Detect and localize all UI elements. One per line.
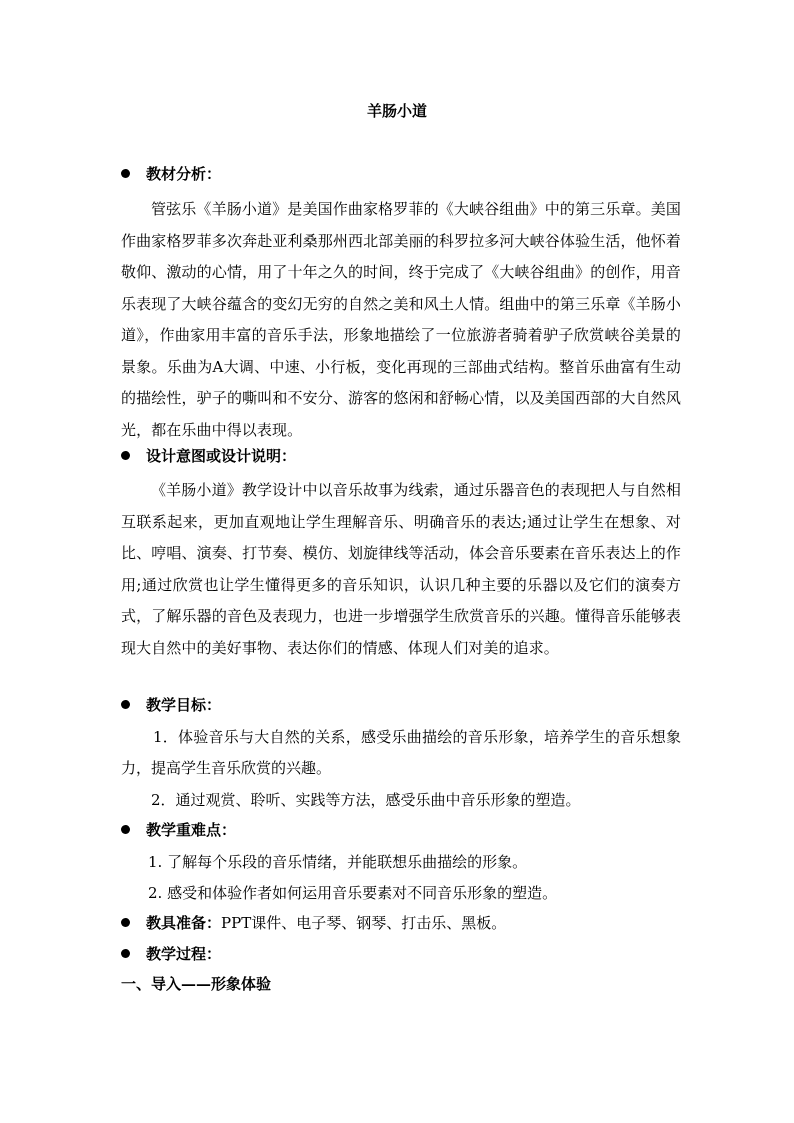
bullet-icon <box>121 700 130 709</box>
bullet-icon <box>121 825 130 834</box>
heading-process <box>121 942 221 966</box>
bullet-icon <box>121 918 130 927</box>
heading-goals <box>121 693 221 717</box>
document-title: 羊肠小道 <box>366 102 427 120</box>
bullet-icon <box>121 169 130 178</box>
keypoint-item-2: 2. 感受和体验作者如何运用音乐要素对不同音乐形象的塑造。 <box>148 884 558 902</box>
section-intro-heading: 一、导入——形象体验 <box>121 975 272 993</box>
heading-design <box>121 444 296 468</box>
bullet-icon <box>121 949 130 958</box>
heading-process-text: 教学过程： <box>146 945 222 963</box>
tools-text: PPT课件、电子琴、钢琴、打击乐、黑板。 <box>221 914 507 932</box>
design-paragraph: 《羊肠小道》教学设计中以音乐故事为线索，通过乐器音色的表现把人与自然相互联系起来，更加直观地让学生理解音乐、明确音乐的表达;通过让学生在想象、对比、哼唱、演奏、打节奏、模仿、划旋律线等活动，体会音乐要素在音乐表达上的作用;通过欣赏也让学生懂得更多的音乐知识，认识几种主要的乐器以及它们的演奏方式，了解乐器的音色及表现力，也进一步增强学生欣赏音乐的兴趣。懂得音乐能够表现大自然中的美好事物、表达你们的情感、体现人们对美的追求。 <box>121 481 681 657</box>
heading-tools-text: 教具准备： <box>146 914 222 932</box>
heading-analysis <box>121 162 221 186</box>
heading-keypoints-text: 教学重难点： <box>146 821 237 839</box>
heading-analysis-text: 教材分析： <box>146 165 222 183</box>
goal-item-1: 1．体验音乐与大自然的关系，感受乐曲描绘的音乐形象，培养学生的音乐想象力，提高学生音乐欣赏的兴趣。 <box>121 728 681 777</box>
keypoint-item-1: 1. 了解每个乐段的音乐情绪，并能联想乐曲描绘的形象。 <box>148 853 528 871</box>
bullet-icon <box>121 451 130 460</box>
goal-item-2: 2．通过观赏、聆听、实践等方法，感受乐曲中音乐形象的塑造。 <box>151 791 581 809</box>
analysis-paragraph: 管弦乐《羊肠小道》是美国作曲家格罗菲的《大峡谷组曲》中的第三乐章。美国作曲家格罗菲多次奔赴亚利桑那州西北部美丽的科罗拉多河大峡谷体验生活，他怀着敬仰、激动的心情，用了十年之久的时间，终于完成了《大峡谷组曲》的创作，用音乐表现了大峡谷蕴含的变幻无穷的自然之美和风土人情。组曲中的第三乐章《羊肠小道》，作曲家用丰富的音乐手法，形象地描绘了一位旅游者骑着驴子欣赏峡谷美景的景象。乐曲为A大调、中速、小行板，变化再现的三部曲式结构。整首乐曲富有生动的描绘性，驴子的嘶叫和不安分、游客的悠闲和舒畅心情，以及美国西部的大自然风光，都在乐曲中得以表现。 <box>121 200 681 439</box>
heading-tools <box>121 911 506 935</box>
heading-design-text: 设计意图或设计说明： <box>146 447 297 465</box>
heading-keypoints <box>121 818 236 842</box>
heading-goals-text: 教学目标： <box>146 696 222 714</box>
